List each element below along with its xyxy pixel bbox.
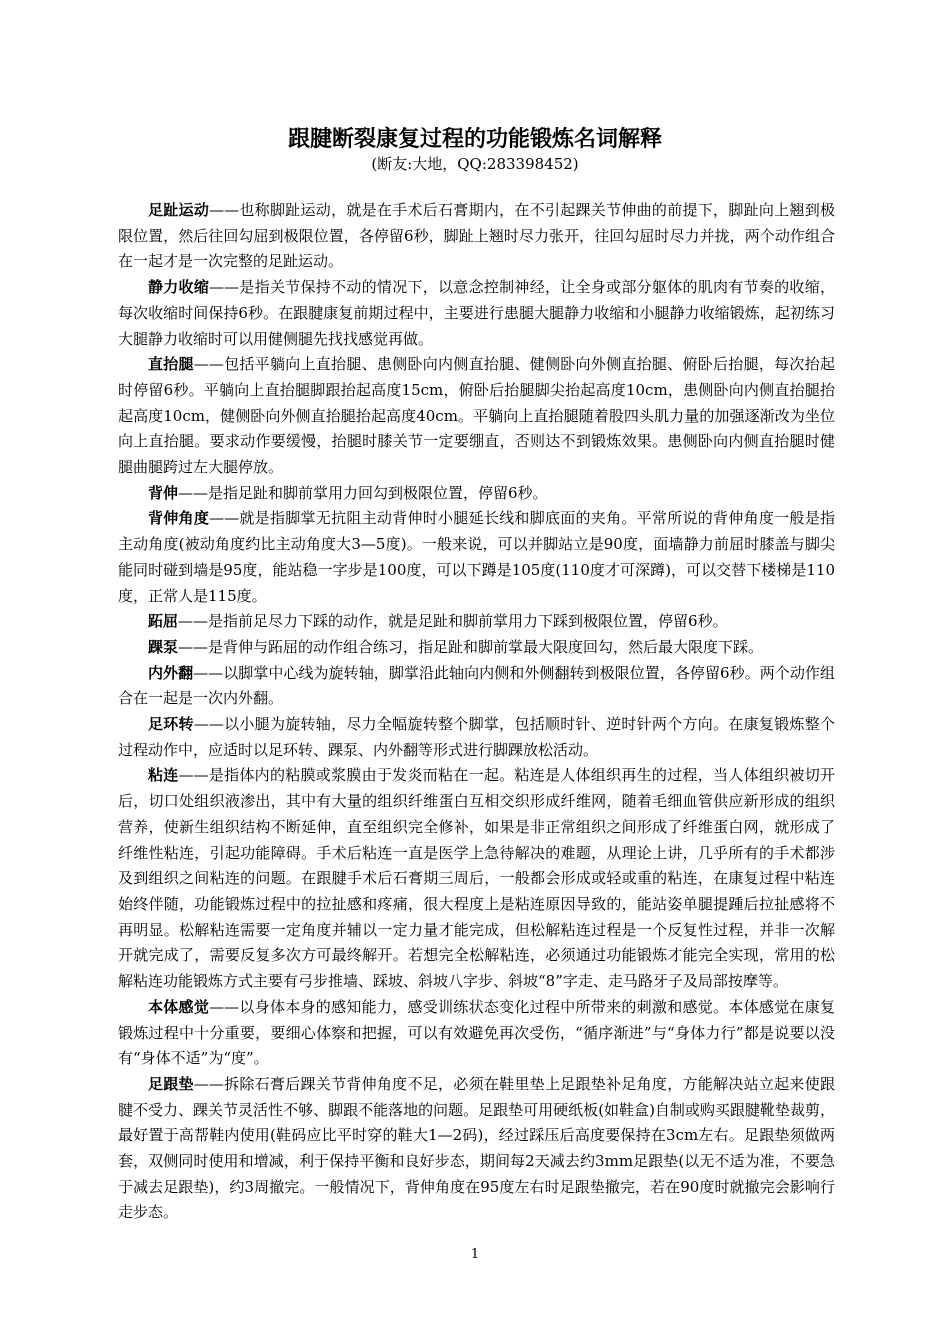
glossary-term: 内外翻 <box>148 663 194 682</box>
glossary-term: 直抬腿 <box>148 355 194 374</box>
glossary-entry <box>118 609 835 635</box>
glossary-entry <box>118 506 835 609</box>
glossary-entry <box>118 198 835 275</box>
glossary-entry <box>118 661 835 712</box>
document-title: 跟腱断裂康复过程的功能锻炼名词解释 <box>287 127 662 152</box>
glossary-entry <box>118 275 835 352</box>
glossary-entry <box>118 635 835 661</box>
glossary-definition: ——也称脚趾运动，就是在手术后石膏期内，在不引起踝关节伸曲的前提下，脚趾向上翘到极限位置，然后往回勾屈到极限位置，各停留6秒，脚趾上翘时尽力张开，往回勾屈时尽力并拢，两个动作组合在一起才是一次完整的足趾运动。 <box>118 201 835 271</box>
glossary-entry <box>118 712 835 763</box>
glossary-entry <box>118 1072 835 1226</box>
document-body <box>118 198 835 1226</box>
glossary-definition: ——就是指脚掌无抗阻主动背伸时小腿延长线和脚底面的夹角。平常所说的背伸角度一般是指主动角度(被动角度约比主动角度大3—5度)。一般来说，可以并脚站立是90度，面墙静力前屈时膝盖与脚尖能同时碰到墙是95度，能站稳一字步是100度，可以下蹲是105度(110度才可深蹲)，可以交替下楼梯是110度，正常人是115度。 <box>118 509 835 605</box>
glossary-term: 本体感觉 <box>148 997 210 1016</box>
glossary-entry <box>118 352 835 481</box>
page-number: 1 <box>470 1247 480 1262</box>
glossary-definition: ——以小腿为旋转轴，尽力全幅旋转整个脚掌，包括顺时针、逆时针两个方向。在康复锻炼整个过程动作中，应适时以足环转、踝泵、内外翻等形式进行脚踝放松活动。 <box>118 715 835 759</box>
glossary-definition: ——是指体内的粘膜或浆膜由于发炎而粘在一起。粘连是人体组织再生的过程，当人体组织被切开后，切口处组织液渗出，其中有大量的组织纤维蛋白互相交织形成纤维网，随着毛细血管供应新形成的组织营养，使新生组织结构不断延伸，直至组织完全修补，如果是非正常组织之间形成了纤维蛋白网，就形成了纤维性粘连，引起功能障碍。手术后粘连一直是医学上急待解决的难题，从理论上讲，几乎所有的手术都涉及到组织之间粘连的问题。在跟腱手术后石膏期三周后，一般都会形成或轻或重的粘连，在康复过程中粘连始终伴随，功能锻炼过程中的拉扯感和疼痛，很大程度上是粘连原因导致的，能站姿单腿提踵后拉扯感将不再明显。松解粘连需要一定角度并辅以一定力量才能完成，但松解粘连过程是一个反复性过程，并非一次解开就完成了，需要反复多次方可最终解开。若想完全松解粘连，必须通过功能锻炼才能完全实现，常用的松解粘连功能锻炼方式主要有弓步推墙、踩坡、斜坡八字步、斜坡“8”字走、走马路牙子及局部按摩等。 <box>118 766 835 991</box>
glossary-definition: ——是背伸与跖屈的动作组合练习，指足趾和脚前掌最大限度回勾，然后最大限度下踩。 <box>178 637 764 656</box>
document-subtitle: (断友:大地，QQ:283398452) <box>371 155 579 173</box>
glossary-entry <box>118 763 835 994</box>
glossary-term: 足环转 <box>148 715 194 734</box>
glossary-definition: ——包括平躺向上直抬腿、患侧卧向内侧直抬腿、健侧卧向外侧直抬腿、俯卧后抬腿，每次抬起时停留6秒。平躺向上直抬腿脚跟抬起高度15cm，俯卧后抬腿脚尖抬起高度10cm，患侧卧向内侧直抬腿抬起高度10cm，健侧卧向外侧直抬腿抬起高度40cm。平躺向上直抬腿随着股四头肌力量的加强逐渐改为坐位向上直抬腿。要求动作要缓慢，抬腿时膝关节一定要绷直，否则达不到锻炼效果。患侧卧向内侧直抬腿时健腿曲腿跨过左大腿停放。 <box>118 355 835 477</box>
glossary-definition: ——拆除石膏后踝关节背伸角度不足，必须在鞋里垫上足跟垫补足角度，方能解决站立起来使跟腱不受力、踝关节灵活性不够、脚跟不能落地的问题。足跟垫可用硬纸板(如鞋盒)自制或购买跟腱靴垫裁剪，最好置于高帮鞋内使用(鞋码应比平时穿的鞋大1—2码)，经过踩压后高度要保持在3cm左右。足跟垫须做两套，双侧同时使用和增减，利于保持平衡和良好步态，期间每2天减去约3mm足跟垫(以无不适为准，不要急于减去足跟垫)，约3周撤完。一般情况下，背伸角度在95度左右时足跟垫撤完，若在90度时就撤完会影响行走步态。 <box>118 1074 835 1222</box>
glossary-term: 踝泵 <box>148 637 179 656</box>
glossary-definition: ——以脚掌中心线为旋转轴，脚掌沿此轴向内侧和外侧翻转到极限位置，各停留6秒。两个动作组合在一起是一次内外翻。 <box>118 663 835 708</box>
glossary-term: 背伸角度 <box>148 509 210 528</box>
glossary-term: 静力收缩 <box>148 278 210 297</box>
glossary-term: 足趾运动 <box>148 201 210 219</box>
glossary-entry <box>118 481 835 507</box>
glossary-definition: ——以身体本身的感知能力，感受训练状态变化过程中所带来的刺激和感觉。本体感觉在康复锻炼过程中十分重要，要细心体察和把握，可以有效避免再次受伤，“循序渐进”与“身体力行”都是说要以没有“身体不适”为“度”。 <box>118 997 835 1068</box>
glossary-term: 背伸 <box>148 483 179 502</box>
glossary-term: 粘连 <box>148 766 179 785</box>
glossary-definition: ——是指足趾和脚前掌用力回勾到极限位置，停留6秒。 <box>178 483 548 502</box>
glossary-definition: ——是指前足尽力下踩的动作，就是足趾和脚前掌用力下踩到极限位置，停留6秒。 <box>178 612 728 631</box>
glossary-term: 跖屈 <box>148 612 179 631</box>
glossary-definition: ——是指关节保持不动的情况下，以意念控制神经，让全身或部分躯体的肌肉有节奏的收缩，每次收缩时间保持6秒。在跟腱康复前期过程中，主要进行患腿大腿静力收缩和小腿静力收缩锻炼，起初练习大腿静力收缩时可以用健侧腿先找找感觉再做。 <box>118 278 835 348</box>
glossary-entry <box>118 995 835 1072</box>
glossary-term: 足跟垫 <box>148 1074 194 1093</box>
